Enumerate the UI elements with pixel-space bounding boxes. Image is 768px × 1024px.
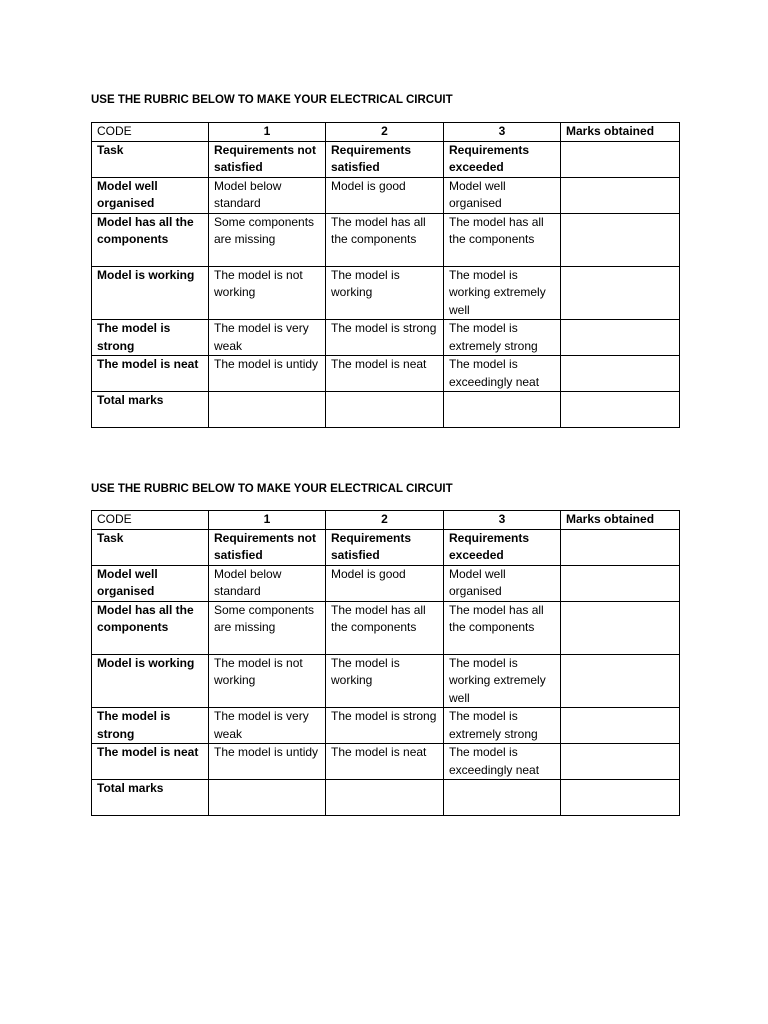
- header-cell-level-1: 1: [209, 511, 326, 530]
- descriptor-level-2: Model is good: [326, 565, 444, 601]
- total-cell-level-3[interactable]: [444, 780, 561, 816]
- descriptor-level-2: Model is good: [326, 177, 444, 213]
- task-row: [92, 529, 680, 565]
- descriptor-level-2: The model has all the components: [326, 601, 444, 654]
- task-label: Task: [92, 529, 209, 565]
- header-cell-level-1: 1: [209, 123, 326, 142]
- header-cell-level-2: 2: [326, 123, 444, 142]
- total-cell-level-2[interactable]: [326, 392, 444, 428]
- task-level-3: Requirements exceeded: [444, 529, 561, 565]
- table-row: [92, 565, 680, 601]
- descriptor-level-3: The model is working extremely well: [444, 266, 561, 320]
- total-cell-level-2[interactable]: [326, 780, 444, 816]
- total-label: Total marks: [92, 392, 209, 428]
- total-cell-level-1[interactable]: [209, 780, 326, 816]
- header-row: [92, 123, 680, 142]
- descriptor-level-3: Model well organised: [444, 565, 561, 601]
- rubric-table: [91, 510, 680, 816]
- marks-cell[interactable]: [561, 141, 680, 177]
- table-row: [92, 356, 680, 392]
- header-cell-code: CODE: [92, 123, 209, 142]
- rubric-table: [91, 122, 680, 428]
- marks-cell[interactable]: [561, 744, 680, 780]
- task-row: [92, 141, 680, 177]
- criterion-label: The model is strong: [92, 708, 209, 744]
- marks-cell[interactable]: [561, 529, 680, 565]
- descriptor-level-1: The model is not working: [209, 654, 326, 708]
- descriptor-level-1: Model below standard: [209, 565, 326, 601]
- task-level-1: Requirements not satisfied: [209, 141, 326, 177]
- task-level-2: Requirements satisfied: [326, 529, 444, 565]
- descriptor-level-1: The model is untidy: [209, 744, 326, 780]
- table-row: [92, 744, 680, 780]
- header-cell-marks: Marks obtained: [561, 511, 680, 530]
- criterion-label: Model is working: [92, 266, 209, 320]
- criterion-label: The model is strong: [92, 320, 209, 356]
- descriptor-level-2: The model is neat: [326, 356, 444, 392]
- total-row: [92, 392, 680, 428]
- descriptor-level-3: The model is working extremely well: [444, 654, 561, 708]
- descriptor-level-2: The model is strong: [326, 320, 444, 356]
- marks-cell[interactable]: [561, 356, 680, 392]
- total-cell-marks[interactable]: [561, 392, 680, 428]
- task-label: Task: [92, 141, 209, 177]
- total-cell-level-3[interactable]: [444, 392, 561, 428]
- marks-cell[interactable]: [561, 177, 680, 213]
- descriptor-level-3: The model has all the components: [444, 601, 561, 654]
- table-row: [92, 266, 680, 320]
- table-row: [92, 177, 680, 213]
- marks-cell[interactable]: [561, 213, 680, 266]
- descriptor-level-2: The model is strong: [326, 708, 444, 744]
- descriptor-level-1: The model is not working: [209, 266, 326, 320]
- table-row: [92, 601, 680, 654]
- table-row: [92, 654, 680, 708]
- task-level-2: Requirements satisfied: [326, 141, 444, 177]
- criterion-label: Model has all the components: [92, 601, 209, 654]
- criterion-label: Model well organised: [92, 177, 209, 213]
- header-cell-level-2: 2: [326, 511, 444, 530]
- marks-cell[interactable]: [561, 565, 680, 601]
- task-level-3: Requirements exceeded: [444, 141, 561, 177]
- rubric-heading: USE THE RUBRIC BELOW TO MAKE YOUR ELECTRICAL CIRCUIT: [91, 94, 453, 106]
- descriptor-level-3: The model is extremely strong: [444, 320, 561, 356]
- criterion-label: Model well organised: [92, 565, 209, 601]
- descriptor-level-3: Model well organised: [444, 177, 561, 213]
- marks-cell[interactable]: [561, 320, 680, 356]
- descriptor-level-2: The model is working: [326, 266, 444, 320]
- descriptor-level-1: Some components are missing: [209, 601, 326, 654]
- criterion-label: Model is working: [92, 654, 209, 708]
- descriptor-level-1: Some components are missing: [209, 213, 326, 266]
- header-row: [92, 511, 680, 530]
- descriptor-level-2: The model is working: [326, 654, 444, 708]
- descriptor-level-1: The model is very weak: [209, 320, 326, 356]
- descriptor-level-3: The model is exceedingly neat: [444, 356, 561, 392]
- marks-cell[interactable]: [561, 654, 680, 708]
- marks-cell[interactable]: [561, 266, 680, 320]
- marks-cell[interactable]: [561, 708, 680, 744]
- descriptor-level-2: The model is neat: [326, 744, 444, 780]
- descriptor-level-1: The model is very weak: [209, 708, 326, 744]
- descriptor-level-3: The model is extremely strong: [444, 708, 561, 744]
- total-cell-level-1[interactable]: [209, 392, 326, 428]
- table-row: [92, 320, 680, 356]
- total-row: [92, 780, 680, 816]
- header-cell-code: CODE: [92, 511, 209, 530]
- table-row: [92, 708, 680, 744]
- header-cell-level-3: 3: [444, 511, 561, 530]
- header-cell-level-3: 3: [444, 123, 561, 142]
- descriptor-level-1: Model below standard: [209, 177, 326, 213]
- total-label: Total marks: [92, 780, 209, 816]
- criterion-label: The model is neat: [92, 356, 209, 392]
- descriptor-level-1: The model is untidy: [209, 356, 326, 392]
- descriptor-level-3: The model is exceedingly neat: [444, 744, 561, 780]
- task-level-1: Requirements not satisfied: [209, 529, 326, 565]
- descriptor-level-2: The model has all the components: [326, 213, 444, 266]
- rubric-heading: USE THE RUBRIC BELOW TO MAKE YOUR ELECTRICAL CIRCUIT: [91, 483, 453, 495]
- descriptor-level-3: The model has all the components: [444, 213, 561, 266]
- criterion-label: The model is neat: [92, 744, 209, 780]
- table-row: [92, 213, 680, 266]
- criterion-label: Model has all the components: [92, 213, 209, 266]
- marks-cell[interactable]: [561, 601, 680, 654]
- header-cell-marks: Marks obtained: [561, 123, 680, 142]
- total-cell-marks[interactable]: [561, 780, 680, 816]
